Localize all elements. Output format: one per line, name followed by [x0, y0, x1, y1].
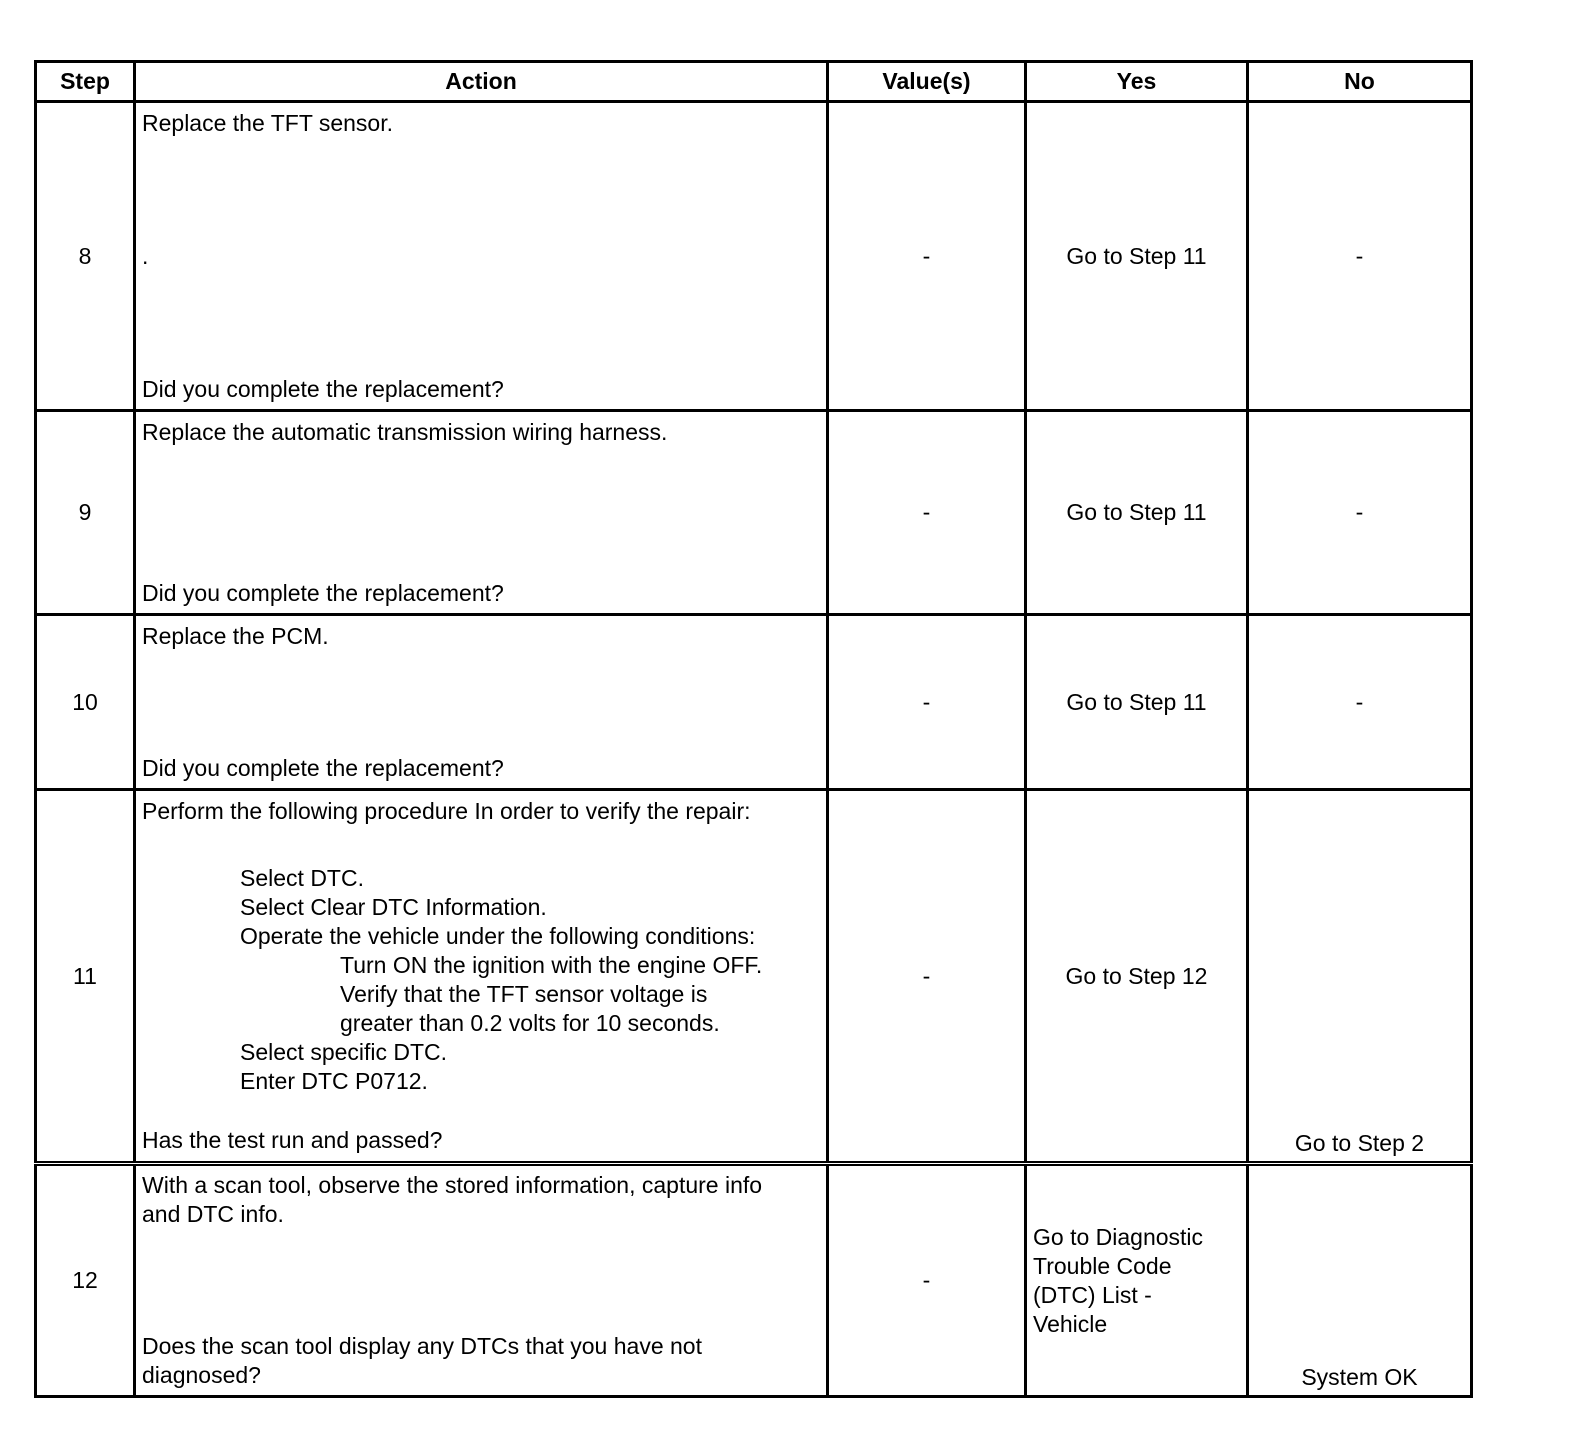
- header-row: [36, 62, 1472, 102]
- no-cell: System OK: [1248, 1164, 1472, 1397]
- yes-cell: Go to Step 12: [1026, 790, 1248, 1164]
- procedure-step: Select Clear DTC Information.: [240, 894, 547, 920]
- yes-line: (DTC) List -: [1033, 1281, 1152, 1308]
- procedure-substep: greater than 0.2 volts for 10 seconds.: [340, 1010, 720, 1036]
- table-row-step-11: [36, 790, 1472, 1164]
- yes-cell: Go to Step 11: [1026, 102, 1248, 411]
- step-number: 11: [36, 790, 135, 1164]
- step-number: 9: [36, 411, 135, 615]
- procedure-step: Enter DTC P0712.: [240, 1068, 428, 1094]
- action-text: Replace the TFT sensor.: [142, 109, 394, 136]
- procedure-substep: Turn ON the ignition with the engine OFF.: [340, 952, 763, 978]
- no-cell: -: [1248, 102, 1472, 411]
- action-question: Does the scan tool display any DTCs that you have not: [142, 1333, 702, 1359]
- action-text: and DTC info.: [142, 1201, 284, 1227]
- yes-line: Trouble Code: [1033, 1252, 1172, 1279]
- action-text: Replace the automatic transmission wiring harness.: [142, 418, 668, 445]
- yes-cell: Go to Step 11: [1026, 615, 1248, 790]
- procedure-step: Select DTC.: [240, 865, 364, 891]
- action-cell: [135, 615, 828, 790]
- value-cell: -: [828, 411, 1026, 615]
- action-question: Did you complete the replacement?: [142, 375, 504, 402]
- action-mark: .: [142, 242, 149, 269]
- action-question: Did you complete the replacement?: [142, 579, 504, 606]
- header-values: Value(s): [828, 62, 1026, 102]
- header-action: Action: [135, 62, 828, 102]
- no-cell: -: [1248, 615, 1472, 790]
- yes-cell: Go to Step 11: [1026, 411, 1248, 615]
- header-step: Step: [36, 62, 135, 102]
- table-row-step-8: [36, 102, 1472, 411]
- yes-line: Go to Diagnostic: [1033, 1223, 1204, 1250]
- action-cell: [135, 411, 828, 615]
- yes-cell: [1026, 1164, 1248, 1397]
- action-cell: [135, 102, 828, 411]
- diagnostic-table: [34, 60, 1473, 1398]
- action-text: Perform the following procedure In order to verify the repair:: [142, 798, 751, 824]
- table-row-step-10: [36, 615, 1472, 790]
- step-number: 12: [36, 1164, 135, 1397]
- action-question: Has the test run and passed?: [142, 1127, 443, 1153]
- no-cell: -: [1248, 411, 1472, 615]
- step-number: 8: [36, 102, 135, 411]
- action-cell: [135, 1164, 828, 1397]
- step-number: 10: [36, 615, 135, 790]
- action-question: diagnosed?: [142, 1362, 261, 1388]
- action-text: Replace the PCM.: [142, 622, 329, 649]
- table-row-step-12: [36, 1164, 1472, 1397]
- yes-line: Vehicle: [1033, 1310, 1108, 1337]
- action-cell: [135, 790, 828, 1164]
- procedure-substep: Verify that the TFT sensor voltage is: [340, 981, 708, 1007]
- action-text: With a scan tool, observe the stored information, capture info: [142, 1172, 763, 1198]
- value-cell: -: [828, 102, 1026, 411]
- action-question: Did you complete the replacement?: [142, 754, 504, 781]
- header-no: No: [1248, 62, 1472, 102]
- value-cell: -: [828, 615, 1026, 790]
- value-cell: -: [828, 1164, 1026, 1397]
- table-row-step-9: [36, 411, 1472, 615]
- no-cell: Go to Step 2: [1248, 790, 1472, 1164]
- procedure-step: Operate the vehicle under the following conditions:: [240, 923, 756, 949]
- procedure-step: Select specific DTC.: [240, 1039, 448, 1065]
- header-yes: Yes: [1026, 62, 1248, 102]
- value-cell: -: [828, 790, 1026, 1164]
